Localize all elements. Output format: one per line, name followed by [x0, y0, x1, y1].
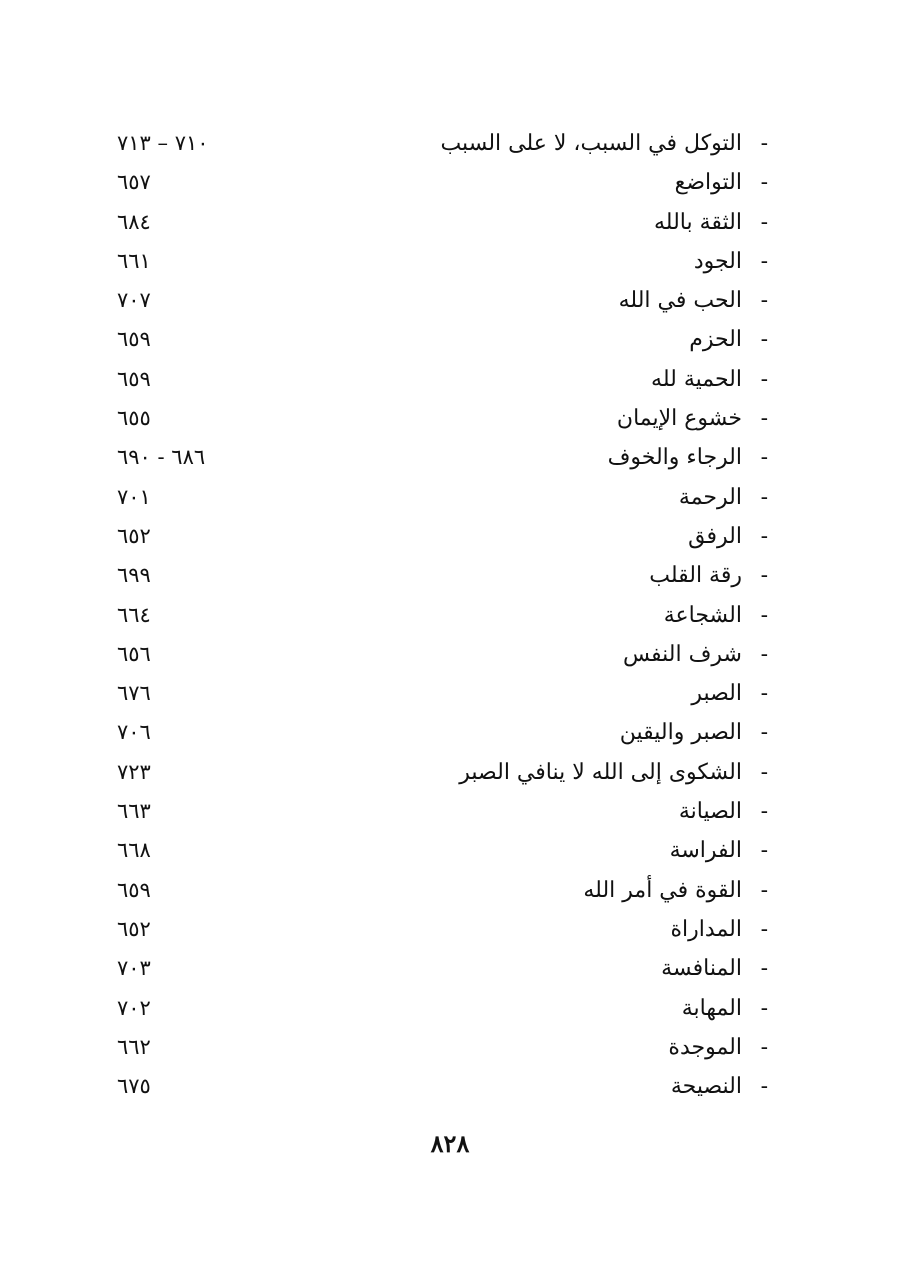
index-entry	[0, 989, 900, 1028]
index-entry	[0, 478, 900, 517]
entry-dash: -	[760, 956, 768, 982]
index-entry	[0, 596, 900, 635]
entry-pages: ٦٨٦ - ٦٩٠	[117, 445, 206, 470]
entry-dash: -	[760, 209, 768, 235]
index-entry	[0, 556, 900, 595]
entry-term: الثقة بالله	[654, 209, 742, 235]
entry-pages: ٦٩٩	[117, 563, 151, 588]
index-entry	[0, 871, 900, 910]
entry-dash: -	[760, 563, 768, 589]
entry-dash: -	[760, 288, 768, 314]
entry-dash: -	[760, 995, 768, 1021]
entry-pages: ٦٦١	[117, 248, 151, 273]
entry-pages: ٦٥٢	[117, 916, 151, 941]
entry-pages: ٦٨٤	[117, 209, 151, 234]
index-list	[0, 124, 900, 1106]
entry-term: الصبر واليقين	[619, 720, 742, 746]
index-entry	[0, 203, 900, 242]
page-number: ٨٢٨	[430, 1129, 470, 1158]
entry-dash: -	[760, 720, 768, 746]
entry-term: الموجدة	[668, 1034, 742, 1060]
entry-dash: -	[760, 170, 768, 196]
entry-dash: -	[760, 602, 768, 628]
entry-pages: ٧٠٢	[117, 995, 151, 1020]
entry-dash: -	[760, 916, 768, 942]
entry-pages: ٦٧٦	[117, 681, 151, 706]
entry-pages: ٦٦٨	[117, 838, 151, 863]
entry-dash: -	[760, 838, 768, 864]
entry-term: المداراة	[670, 916, 742, 942]
entry-pages: ٦٦٤	[117, 602, 151, 627]
entry-pages: ٧٠١	[117, 484, 151, 509]
index-entry	[0, 831, 900, 870]
entry-pages: ٧٠٧	[117, 288, 151, 313]
entry-term: الجود	[693, 248, 742, 274]
index-entry	[0, 949, 900, 988]
entry-term: الصيانة	[678, 799, 742, 825]
entry-pages: ٧١٠ – ٧١٣	[117, 131, 209, 155]
entry-term: شرف النفس	[622, 641, 742, 667]
entry-term: التوكل في السبب، لا على السبب	[440, 131, 742, 156]
entry-term: خشوع الإيمان	[616, 406, 742, 432]
index-entry	[0, 635, 900, 674]
entry-dash: -	[760, 523, 768, 549]
entry-term: المهابة	[681, 995, 742, 1021]
entry-term: الفراسة	[669, 838, 742, 864]
entry-pages: ٧٢٣	[117, 759, 151, 784]
entry-dash: -	[760, 406, 768, 432]
entry-pages: ٦٦٣	[117, 799, 151, 824]
index-entry	[0, 517, 900, 556]
entry-term: الحزم	[689, 327, 742, 353]
entry-dash: -	[760, 248, 768, 274]
index-entry	[0, 792, 900, 831]
entry-pages: ٦٥٦	[117, 641, 151, 666]
entry-term: الرجاء والخوف	[607, 445, 742, 471]
entry-term: المنافسة	[661, 956, 742, 982]
entry-pages: ٧٠٣	[117, 956, 151, 981]
entry-dash: -	[760, 445, 768, 471]
index-entry	[0, 242, 900, 281]
entry-term: الرفق	[688, 523, 742, 549]
index-entry	[0, 399, 900, 438]
index-entry	[0, 163, 900, 202]
index-entry	[0, 438, 900, 477]
index-entry	[0, 320, 900, 359]
entry-pages: ٦٥٩	[117, 327, 151, 352]
index-entry	[0, 910, 900, 949]
index-entry	[0, 124, 900, 163]
entry-term: الصبر	[691, 681, 742, 707]
entry-term: رقة القلب	[649, 563, 742, 589]
index-entry	[0, 674, 900, 713]
entry-pages: ٦٥٧	[117, 170, 151, 195]
entry-dash: -	[760, 681, 768, 707]
entry-dash: -	[760, 131, 768, 156]
entry-dash: -	[760, 484, 768, 510]
entry-term: الحمية لله	[651, 366, 742, 392]
index-entry	[0, 360, 900, 399]
index-entry	[0, 713, 900, 752]
index-entry	[0, 1028, 900, 1067]
index-entry	[0, 1067, 900, 1106]
entry-dash: -	[760, 759, 768, 785]
entry-term: الشجاعة	[663, 602, 742, 628]
entry-dash: -	[760, 799, 768, 825]
entry-dash: -	[760, 877, 768, 903]
entry-dash: -	[760, 1074, 768, 1100]
entry-term: التواضع	[674, 170, 742, 196]
entry-pages: ٦٦٢	[117, 1034, 151, 1059]
entry-term: القوة في أمر الله	[583, 877, 742, 903]
entry-term: الشكوى إلى الله لا ينافي الصبر	[459, 759, 742, 785]
entry-pages: ٦٥٩	[117, 877, 151, 902]
entry-term: الحب في الله	[618, 288, 742, 314]
entry-dash: -	[760, 366, 768, 392]
entry-pages: ٧٠٦	[117, 720, 151, 745]
entry-pages: ٦٥٩	[117, 366, 151, 391]
index-entry	[0, 281, 900, 320]
entry-dash: -	[760, 1034, 768, 1060]
entry-term: النصيحة	[670, 1074, 742, 1100]
entry-pages: ٦٥٢	[117, 523, 151, 548]
index-entry	[0, 753, 900, 792]
entry-term: الرحمة	[678, 484, 742, 510]
entry-dash: -	[760, 641, 768, 667]
entry-pages: ٦٥٥	[117, 406, 151, 431]
entry-pages: ٦٧٥	[117, 1074, 151, 1099]
entry-dash: -	[760, 327, 768, 353]
